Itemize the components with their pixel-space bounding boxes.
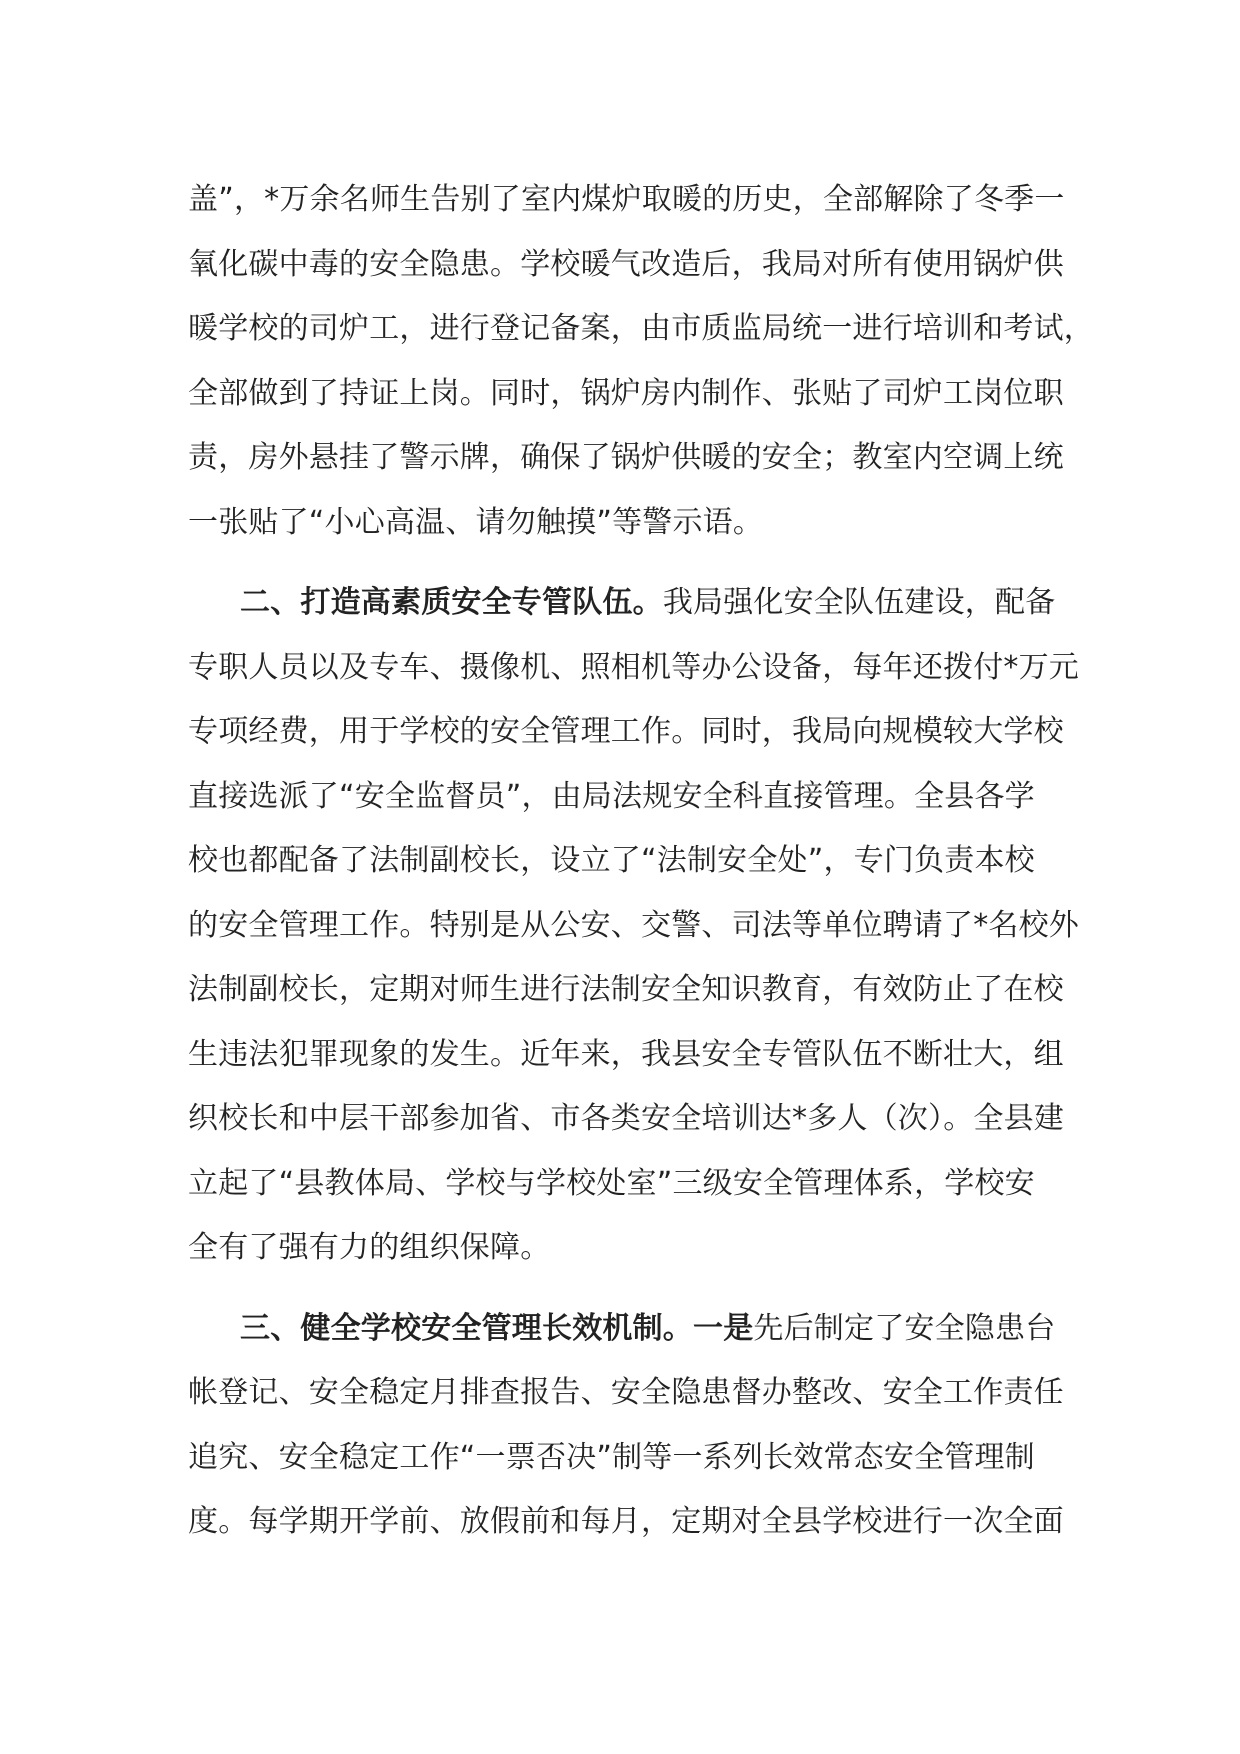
- body-text: 责，房外悬挂了警示牌，确保了锅炉供暖的安全；教室内空调上统: [188, 440, 1064, 475]
- text-line: [188, 829, 1068, 894]
- text-line: [188, 700, 1068, 765]
- text-line: [188, 894, 1079, 959]
- body-text: 立起了“县教体局、学校与学校处室”三级安全管理体系，学校安: [188, 1165, 1035, 1201]
- paragraph: [188, 571, 1079, 1281]
- text-line: [188, 426, 1068, 491]
- text-line: [188, 765, 1068, 830]
- text-line: [188, 1490, 1068, 1555]
- body-text: 盖”，*万余名师生告别了室内煤炉取暖的历史，全部解除了冬季一: [188, 182, 1065, 217]
- body-text: 我局强化安全队伍建设，配备: [662, 585, 1056, 620]
- body-text: 氧化碳中毒的安全隐患。学校暖气改造后，我局对所有使用锅炉供: [188, 246, 1064, 282]
- text-line: [188, 1426, 1068, 1491]
- body-text: 度。每学期开学前、放假前和每月，定期对全县学校进行一次全面: [188, 1504, 1064, 1539]
- text-line: [188, 636, 1079, 701]
- body-text: 的安全管理工作。特别是从公安、交警、司法等单位聘请了*名校外: [188, 907, 1079, 943]
- text-line: [188, 233, 1068, 298]
- section-heading-text: 三、健全学校安全管理长效机制。一是: [240, 1310, 754, 1346]
- body-text: 专职人员以及专车、摄像机、照相机等办公设备，每年还拨付*万元: [188, 649, 1079, 685]
- body-text: 校也都配备了法制副校长，设立了“法制安全处”，专门负责本校: [188, 843, 1035, 878]
- text-line: [188, 1361, 1068, 1426]
- body-text: 先后制定了安全隐患台: [753, 1310, 1056, 1346]
- document-body: [188, 168, 1094, 1555]
- paragraph: [188, 1297, 1068, 1555]
- body-text: 织校长和中层干部参加省、市各类安全培训达*多人（次）。全县建: [188, 1101, 1064, 1136]
- body-text: 全部做到了持证上岗。同时，锅炉房内制作、张贴了司炉工岗位职: [188, 375, 1064, 411]
- text-line: [188, 362, 1068, 427]
- text-line: [188, 1152, 1068, 1217]
- text-line: [188, 1087, 1068, 1152]
- body-text: 暖学校的司炉工，进行登记备案，由市质监局统一进行培训和考试，: [188, 311, 1094, 346]
- text-line: [188, 1216, 1068, 1281]
- body-text: 帐登记、安全稳定月排查报告、安全隐患督办整改、安全工作责任: [188, 1375, 1064, 1410]
- body-text: 一张贴了“小心高温、请勿触摸”等警示语。: [188, 504, 764, 540]
- body-text: 直接选派了“安全监督员”，由局法规安全科直接管理。全县各学: [188, 778, 1035, 814]
- text-line: [188, 1297, 1068, 1362]
- body-text: 专项经费，用于学校的安全管理工作。同时，我局向规模较大学校: [188, 714, 1064, 749]
- body-text: 法制副校长，定期对师生进行法制安全知识教育，有效防止了在校: [188, 972, 1064, 1007]
- text-line: [188, 297, 1094, 362]
- body-text: 追究、安全稳定工作“一票否决”制等一系列长效常态安全管理制: [188, 1439, 1035, 1475]
- paragraph: [188, 168, 1094, 555]
- body-text: 全有了强有力的组织保障。: [188, 1230, 551, 1265]
- body-text: 生违法犯罪现象的发生。近年来，我县安全专管队伍不断壮大，组: [188, 1036, 1064, 1072]
- text-line: [188, 491, 1068, 556]
- text-line: [188, 1023, 1068, 1088]
- text-line: [188, 571, 1068, 636]
- text-line: [188, 168, 1068, 233]
- text-line: [188, 958, 1068, 1023]
- section-heading-text: 二、打造高素质安全专管队伍。: [240, 585, 663, 620]
